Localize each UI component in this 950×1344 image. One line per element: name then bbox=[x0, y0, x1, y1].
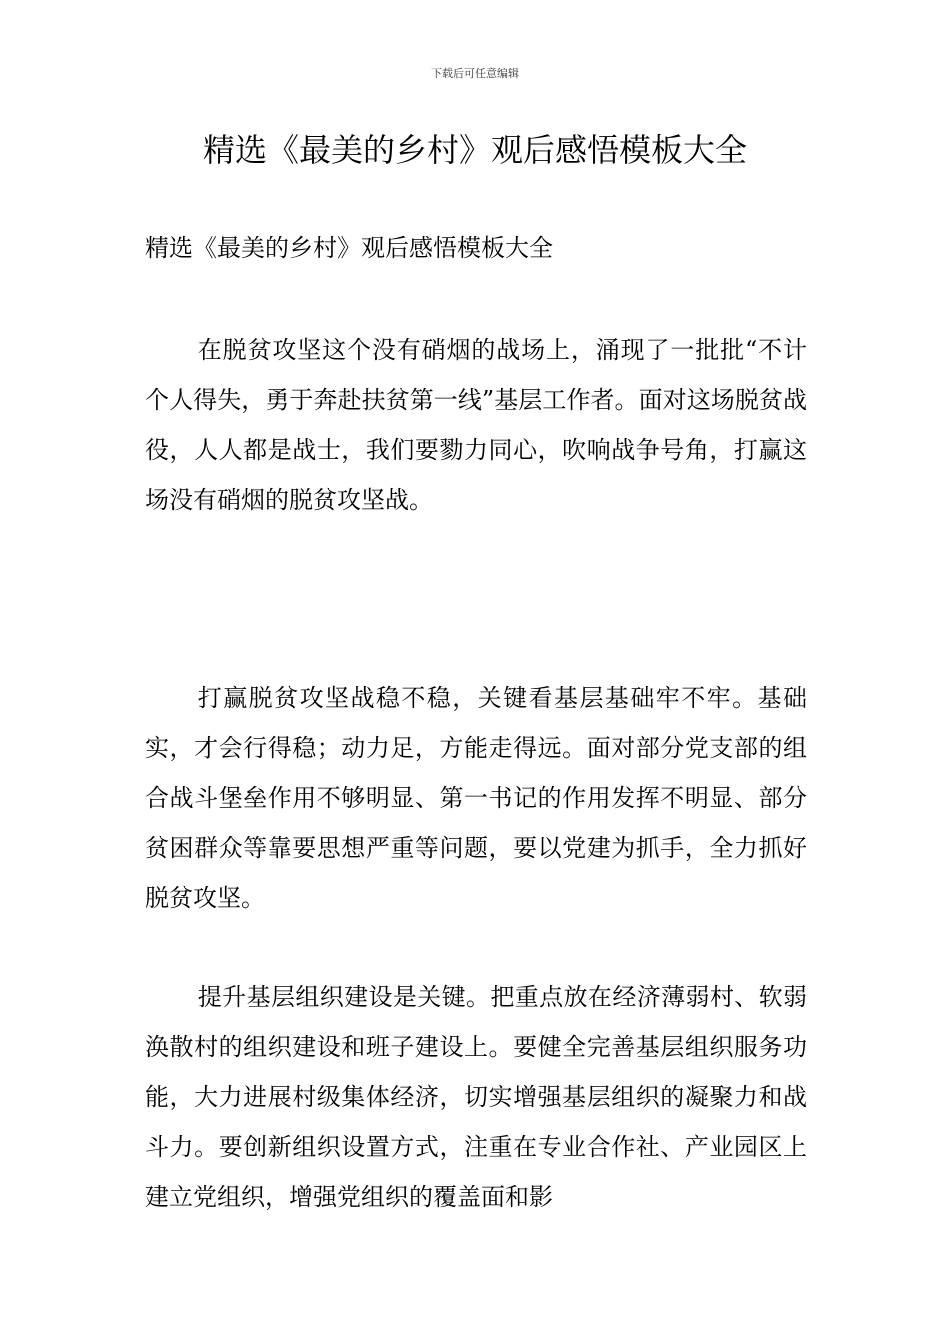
paragraph-2: 打赢脱贫攻坚战稳不稳，关键看基层基础牢不牢。基础实，才会行得稳；动力足，方能走得远。面对部分党支部的组合战斗堡垒作用不够明显、第一书记的作用发挥不明显、部分贫困群众等靠要思想严重等问题，要以党建为抓手，全力抓好脱贫攻坚。 bbox=[145, 684, 807, 912]
document-title: 精选《最美的乡村》观后感悟模板大全 bbox=[202, 131, 747, 169]
paragraph-3: 提升基层组织建设是关键。把重点放在经济薄弱村、软弱涣散村的组织建设和班子建设上。要健全完善基层组织服务功能，大力进展村级集体经济，切实增强基层组织的凝聚力和战斗力。要创新组织设置方式，注重在专业合作社、产业园区上建立党组织，增强党组织的覆盖面和影 bbox=[145, 983, 807, 1211]
document-subtitle: 精选《最美的乡村》观后感悟模板大全 bbox=[145, 234, 553, 262]
paragraph-1: 在脱贫攻坚这个没有硝烟的战场上，涌现了一批批“不计个人得失，勇于奔赴扶贫第一线”基层工作者。面对这场脱贫战役，人人都是战士，我们要勠力同心，吹响战争号角，打赢这场没有硝烟的脱贫攻坚战。 bbox=[145, 336, 807, 514]
header-note: 下载后可任意编辑 bbox=[431, 67, 519, 80]
